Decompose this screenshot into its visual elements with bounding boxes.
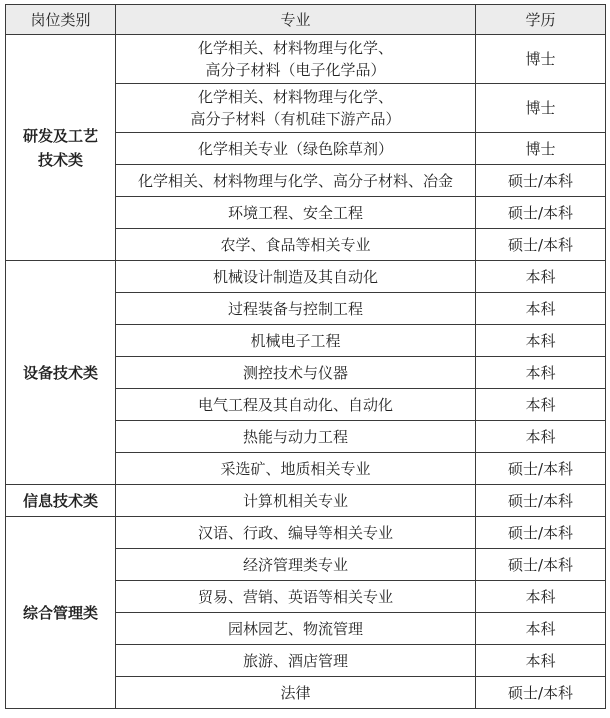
table-row (6, 485, 606, 517)
major-cell: 化学相关、材料物理与化学、高分子材料、冶金 (116, 165, 476, 197)
degree-cell: 博士 (476, 133, 606, 165)
major-cell: 机械电子工程 (116, 325, 476, 357)
table-body (6, 35, 606, 709)
degree-cell: 本科 (476, 421, 606, 453)
major-cell: 汉语、行政、编导等相关专业 (116, 517, 476, 549)
header-row (6, 5, 606, 35)
major-cell: 化学相关专业（绿色除草剂） (116, 133, 476, 165)
degree-cell: 本科 (476, 389, 606, 421)
major-cell: 热能与动力工程 (116, 421, 476, 453)
major-cell: 化学相关、材料物理与化学、 高分子材料（有机硅下游产品） (116, 84, 476, 133)
degree-cell: 本科 (476, 357, 606, 389)
major-cell: 环境工程、安全工程 (116, 197, 476, 229)
major-cell: 园林园艺、物流管理 (116, 613, 476, 645)
degree-cell: 硕士/本科 (476, 485, 606, 517)
degree-cell: 博士 (476, 35, 606, 84)
category-cell: 研发及工艺技术类 (6, 35, 116, 261)
category-cell: 综合管理类 (6, 517, 116, 709)
degree-cell: 硕士/本科 (476, 197, 606, 229)
table-row (6, 35, 606, 84)
header-category: 岗位类别 (6, 5, 116, 35)
major-cell: 测控技术与仪器 (116, 357, 476, 389)
major-cell: 经济管理类专业 (116, 549, 476, 581)
degree-cell: 硕士/本科 (476, 165, 606, 197)
major-cell: 法律 (116, 677, 476, 709)
table-row (6, 517, 606, 549)
recruitment-table (5, 4, 606, 709)
degree-cell: 本科 (476, 613, 606, 645)
major-cell: 旅游、酒店管理 (116, 645, 476, 677)
major-cell: 化学相关、材料物理与化学、 高分子材料（电子化学品） (116, 35, 476, 84)
degree-cell: 硕士/本科 (476, 453, 606, 485)
major-cell: 过程装备与控制工程 (116, 293, 476, 325)
major-cell: 农学、食品等相关专业 (116, 229, 476, 261)
degree-cell: 硕士/本科 (476, 229, 606, 261)
category-cell: 设备技术类 (6, 261, 116, 485)
degree-cell: 博士 (476, 84, 606, 133)
degree-cell: 硕士/本科 (476, 677, 606, 709)
category-cell: 信息技术类 (6, 485, 116, 517)
degree-cell: 本科 (476, 325, 606, 357)
major-cell: 贸易、营销、英语等相关专业 (116, 581, 476, 613)
major-cell: 计算机相关专业 (116, 485, 476, 517)
table-row (6, 261, 606, 293)
degree-cell: 本科 (476, 581, 606, 613)
degree-cell: 硕士/本科 (476, 517, 606, 549)
degree-cell: 硕士/本科 (476, 549, 606, 581)
major-cell: 电气工程及其自动化、自动化 (116, 389, 476, 421)
header-degree: 学历 (476, 5, 606, 35)
header-major: 专业 (116, 5, 476, 35)
degree-cell: 本科 (476, 645, 606, 677)
major-cell: 采选矿、地质相关专业 (116, 453, 476, 485)
degree-cell: 本科 (476, 293, 606, 325)
degree-cell: 本科 (476, 261, 606, 293)
major-cell: 机械设计制造及其自动化 (116, 261, 476, 293)
